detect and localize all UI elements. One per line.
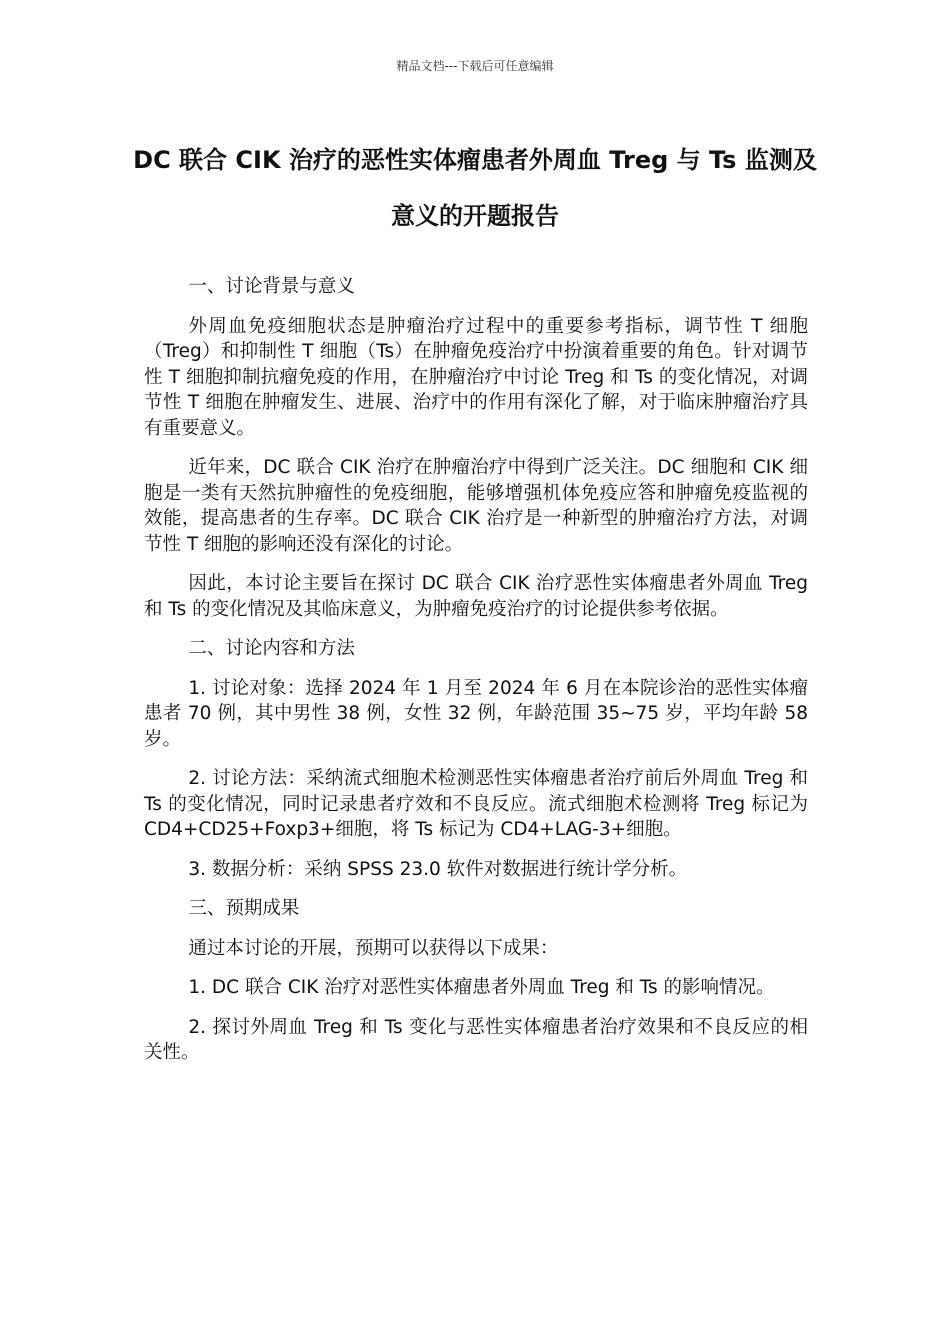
paragraph: 2. 探讨外周血 Treg 和 Ts 变化与恶性实体瘤患者治疗效果和不良反应的相关性。 bbox=[144, 1016, 808, 1063]
paragraph: 外周血免疫细胞状态是肿瘤治疗过程中的重要参考指标，调节性 T 细胞（Treg）和抑制性 T 细胞（Ts）在肿瘤免疫治疗中扮演着重要的角色。针对调节性 T 细胞抑制抗瘤免疫的作用，在肿瘤治疗中讨论 Treg 和 Ts 的变化情况，对调节性 T 细胞在肿瘤发生、进展、治疗中的作用有深化了解，对于临床肿瘤治疗具有重要意义。 bbox=[144, 315, 808, 439]
section-heading-background: 一、讨论背景与意义 bbox=[188, 276, 355, 297]
paragraph: 近年来，DC 联合 CIK 治疗在肿瘤治疗中得到广泛关注。DC 细胞和 CIK 细胞是一类有天然抗肿瘤性的免疫细胞，能够增强机体免疫应答和肿瘤免疫监视的效能，提高患者的生存率。DC 联合 CIK 治疗是一种新型的肿瘤治疗方法，对调节性 T 细胞的影响还没有深化的讨论。 bbox=[144, 457, 808, 555]
document-body bbox=[144, 274, 808, 1080]
paragraph: 2. 讨论方法：采纳流式细胞术检测恶性实体瘤患者治疗前后外周血 Treg 和 Ts 的变化情况，同时记录患者疗效和不良反应。流式细胞术检测将 Treg 标记为 CD4+CD25+Foxp3+细胞，将 Ts 标记为 CD4+LAG-3+细胞。 bbox=[144, 768, 808, 840]
document-title: DC 联合 CIK 治疗的恶性实体瘤患者外周血 Treg 与 Ts 监测及意义的开题报告 bbox=[133, 146, 817, 230]
paragraph: 1. 讨论对象：选择 2024 年 1 月至 2024 年 6 月在本院诊治的恶性实体瘤患者 70 例，其中男性 38 例，女性 32 例，年龄范围 35~75 岁，平均年龄 58 岁。 bbox=[144, 677, 808, 750]
paragraph: 通过本讨论的开展，预期可以获得以下成果： bbox=[188, 937, 559, 959]
header-note: 精品文档---下载后可任意编辑 bbox=[396, 59, 554, 73]
paragraph: 3. 数据分析：采纳 SPSS 23.0 软件对数据进行统计学分析。 bbox=[188, 858, 688, 880]
section-heading-methods: 二、讨论内容和方法 bbox=[188, 638, 355, 659]
section-heading-outcomes: 三、预期成果 bbox=[188, 898, 300, 919]
paragraph: 因此，本讨论主要旨在探讨 DC 联合 CIK 治疗恶性实体瘤患者外周血 Treg 和 Ts 的变化情况及其临床意义，为肿瘤免疫治疗的讨论提供参考依据。 bbox=[144, 573, 808, 620]
paragraph: 1. DC 联合 CIK 治疗对恶性实体瘤患者外周血 Treg 和 Ts 的影响情况。 bbox=[188, 977, 775, 998]
